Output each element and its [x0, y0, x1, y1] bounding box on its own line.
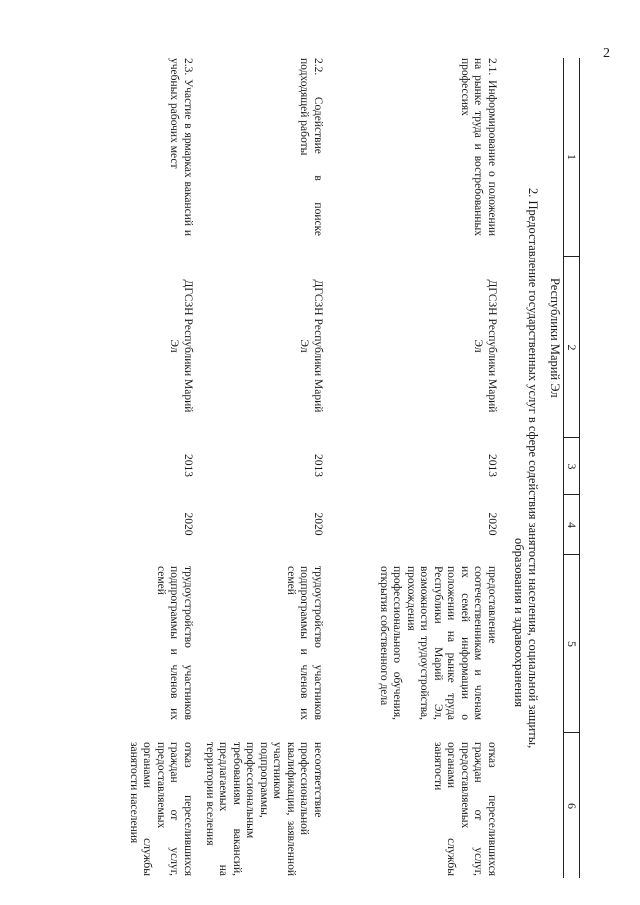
page-number: 2 [603, 46, 610, 61]
row-2-1-start: 2013 [486, 454, 498, 477]
row-2-1-name: 2.1. Информирование о положении на рынке труда и востребованных профессиях [459, 58, 498, 236]
row-2-1-result: предоставление соотечественникам и членам их семей информации о положении на рынке труда Республики Марий Эл, возможности трудоустройства, прохождения профессионального обучения, открытия собственного дела [378, 566, 498, 720]
row-2-2-executor: ДГСЗН Республики Марий Эл [298, 279, 324, 413]
row-2-2-end: 2020 [312, 512, 324, 536]
document-table [50, 58, 580, 878]
section-title-line-1: 2. Предоставление государственных услуг в сфере содействия занятости населения, социальной защиты, [526, 188, 540, 749]
region-line: Республики Марий Эл [548, 278, 562, 398]
row-2-3-risk: отказ переселившихся граждан от услуг, предоставляемых органами службы занятости населения [128, 742, 194, 876]
col-5-number: 5 [564, 554, 579, 733]
section-title [512, 188, 540, 808]
column-number-row [563, 58, 580, 878]
row-2-1-risk: отказ переселившихся граждан от услуг, предоставляемых органами службы занятости [432, 742, 498, 876]
col-6-number: 6 [564, 732, 579, 879]
row-2-3-start: 2013 [182, 454, 194, 477]
row-2-3-executor: ДГСЗН Республики Марий Эл [168, 279, 194, 413]
row-2-2-start: 2013 [312, 454, 324, 477]
row-2-2-risk: несоответствие профессиональной квалификации, заявленной участником подпрограммы, профессиональным требованиям вакансий, предлагаемых на территории вселения [204, 742, 324, 876]
col-3-number: 3 [564, 437, 579, 495]
row-2-1-end: 2020 [486, 512, 498, 536]
row-2-2-name: 2.2. Содействие в поиске подходящей работы [298, 58, 324, 236]
row-2-3-name: 2.3. Участие в ярмарках вакансий и учебных рабочих мест [168, 58, 194, 236]
col-4-number: 4 [564, 494, 579, 555]
row-2-3-end: 2020 [182, 512, 194, 536]
col-2-number: 2 [564, 256, 579, 438]
row-2-1-executor: ДГСЗН Республики Марий Эл [472, 279, 498, 413]
col-1-number: 1 [565, 154, 579, 160]
section-title-line-2: образования и здравоохранения [512, 538, 526, 708]
row-2-2-result: трудоустройство участников подпрограммы и членов их семей [285, 566, 324, 720]
row-2-3-result: трудоустройство участников подпрограммы и членов их семей [155, 566, 194, 720]
